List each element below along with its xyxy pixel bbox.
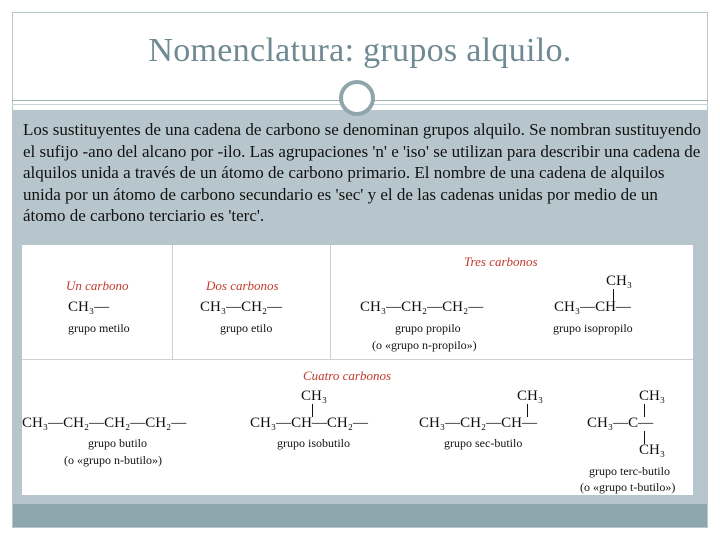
tert-butyl-formula: CH₃—C— [587, 415, 654, 431]
isopropyl-top-group: CH₃ [606, 273, 633, 289]
tert-butyl-alt-name: (o «grupo t-butilo») [580, 480, 676, 494]
methyl-formula: CH₃— [68, 299, 110, 315]
footer-bar [13, 504, 707, 527]
isobutyl-top-group: CH₃ [301, 388, 328, 404]
methyl-name: grupo metilo [68, 321, 130, 335]
isopropyl-formula: CH₃—CH— [554, 299, 631, 315]
propyl-alt-name: (o «grupo n-propilo») [372, 338, 477, 352]
butyl-formula: CH₃—CH₂—CH₂—CH₂— [22, 415, 187, 431]
sec-butyl-name: grupo sec-butilo [444, 436, 523, 450]
propyl-formula: CH₃—CH₂—CH₂— [360, 299, 484, 315]
alkyl-groups-table [22, 245, 693, 495]
isobutyl-formula: CH₃—CH—CH₂— [250, 415, 368, 431]
body-paragraph: Los sustituyentes de una cadena de carbono se denominan grupos alquilo. Se nombran sustituyendo el sufijo -ano del alcano por -ilo. Las agrupaciones 'n' e 'iso' se utilizan para describir una cadena de alquilos unida a través de un átomo de carbono primario. El nombre de una cadena de alquilos unida por un átomo de carbono secundario es 'sec' y el de las cadenas unidas por medio de un átomo de carbono terciario es 'terc'. [23, 120, 701, 225]
propyl-name: grupo propilo [395, 321, 461, 335]
isopropyl-name: grupo isopropilo [553, 321, 633, 335]
header-four-carbons: Cuatro carbonos [303, 368, 391, 383]
table-divider [172, 245, 173, 359]
table-divider [22, 359, 693, 360]
tert-butyl-name: grupo terc-butilo [589, 464, 670, 478]
ethyl-name: grupo etilo [220, 321, 273, 335]
circle-ornament-icon [339, 80, 375, 116]
ethyl-formula: CH₃—CH₂— [200, 299, 283, 315]
sec-butyl-top-group: CH₃ [517, 388, 544, 404]
header-three-carbons: Tres carbonos [464, 254, 538, 269]
butyl-name: grupo butilo [88, 436, 147, 450]
header-one-carbon: Un carbono [66, 278, 129, 293]
header-two-carbons: Dos carbonos [206, 278, 279, 293]
tert-butyl-top-group: CH₃ [639, 388, 666, 404]
slide-title: Nomenclatura: grupos alquilo. [148, 32, 572, 69]
isobutyl-name: grupo isobutilo [277, 436, 351, 450]
butyl-alt-name: (o «grupo n-butilo») [64, 453, 162, 467]
table-divider [330, 245, 331, 359]
sec-butyl-formula: CH₃—CH₂—CH— [419, 415, 537, 431]
tert-butyl-bottom-group: CH₃ [639, 442, 666, 458]
